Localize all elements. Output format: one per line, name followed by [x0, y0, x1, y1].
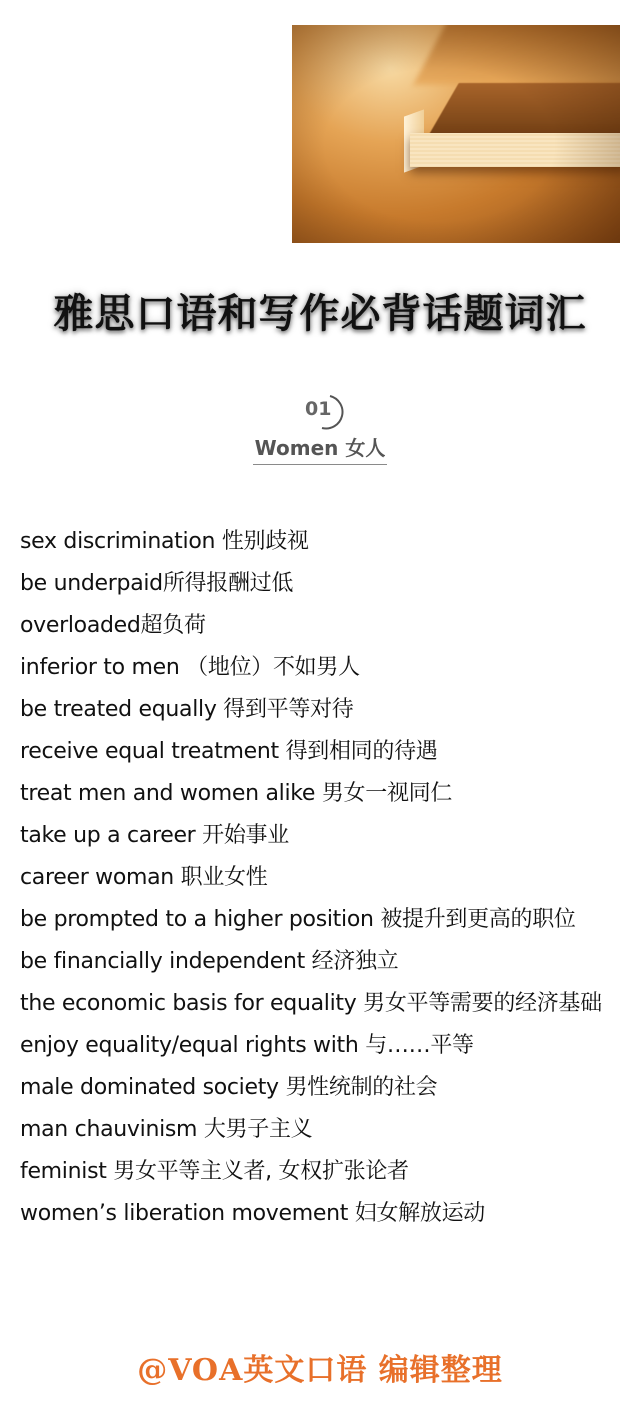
vocab-item: be financially independent 经济独立 — [20, 949, 399, 974]
vocab-item: sex discrimination 性别歧视 — [20, 529, 309, 554]
vocab-item: take up a career 开始事业 — [20, 823, 289, 848]
vocab-item: treat men and women alike 男女一视同仁 — [20, 781, 453, 806]
section-title: Women 女人 — [253, 432, 388, 465]
photo-vignette — [292, 25, 620, 243]
vocab-item: feminist 男女平等主义者, 女权扩张论者 — [20, 1159, 409, 1184]
vocab-item: women’s liberation movement 妇女解放运动 — [20, 1201, 485, 1226]
header-photo-book — [292, 25, 620, 243]
vocab-item: the economic basis for equality 男女平等需要的经济基础 — [20, 991, 602, 1016]
vocabulary-list — [20, 526, 620, 1240]
vocab-item: be underpaid所得报酬过低 — [20, 571, 294, 596]
vocab-item: male dominated society 男性统制的社会 — [20, 1075, 438, 1100]
vocab-item: inferior to men （地位）不如男人 — [20, 655, 360, 680]
section-number-badge — [300, 392, 348, 430]
vocab-item: enjoy equality/equal rights with 与……平等 — [20, 1033, 474, 1058]
vocab-item: overloaded超负荷 — [20, 613, 206, 638]
footer-credit: @VOA英文口语 编辑整理 — [137, 1353, 503, 1388]
vocab-item: man chauvinism 大男子主义 — [20, 1117, 313, 1142]
page-title: 雅思口语和写作必背话题词汇 — [53, 291, 587, 337]
vocab-item: career woman 职业女性 — [20, 865, 268, 890]
section-heading — [0, 432, 640, 465]
vocab-item: be prompted to a higher position 被提升到更高的职位 — [20, 907, 576, 932]
section-number: 01 — [305, 398, 332, 420]
vocab-item: receive equal treatment 得到相同的待遇 — [20, 739, 438, 764]
vocab-item: be treated equally 得到平等对待 — [20, 697, 354, 722]
